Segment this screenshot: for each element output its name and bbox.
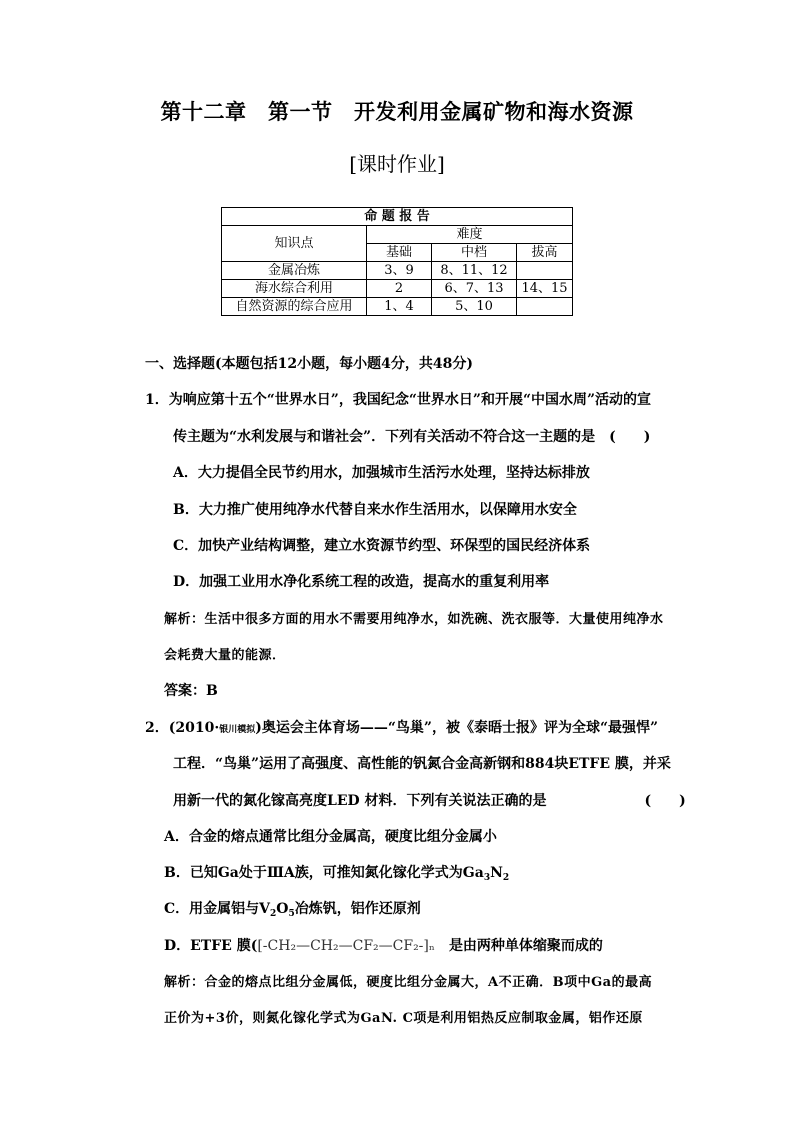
question-2-analysis: 解析：合金的熔点比组分金属低，硬度比组分金属大，A不正确．B项中Ga的最高 <box>164 975 653 990</box>
question-2-option-c: C．用金属铝与$V_2O_5$冶炼钒，铝作还原剂 <box>164 901 421 919</box>
table-row <box>222 280 573 298</box>
cell-medium: 5、10 <box>432 298 517 316</box>
question-2-analysis-cont: 正价为+3价，则氮化镓化学式为GaN. C项是利用铝热反应制取金属，铝作还原 <box>164 1011 643 1026</box>
question-1-stem: 1．为响应第十五个“世界水日”，我国纪念“世界水日”和开展“中国水周”活动的宣 <box>145 392 652 408</box>
question-2-option-b: B．已知Ga处于ⅢA族，可推知氮化镓化学式为$Ga_3N_2$ <box>164 865 510 883</box>
question-2-source: 银川模拟 <box>219 725 256 735</box>
question-2-stem-cont: 工程．“鸟巢”运用了高强度、高性能的钒氮合金高新钢和884块ETFE 膜，并采 <box>173 756 671 772</box>
page-title: 第十二章 第一节 开发利用金属矿物和海水资源 <box>160 99 634 124</box>
cell-topic: 金属冶炼 <box>222 262 367 280</box>
header-hard: 拔高 <box>517 244 573 262</box>
cell-basic: 1、4 <box>367 298 432 316</box>
report-caption: 命 题 报 告 <box>222 208 573 226</box>
question-1-option-b: B．大力推广使用纯净水代替自来水作生活用水，以保障用水安全 <box>173 502 577 518</box>
header-knowledge: 知识点 <box>222 226 367 262</box>
question-1-option-c: C．加快产业结构调整，建立水资源节约型、环保型的国民经济体系 <box>173 538 591 554</box>
cell-medium: 6、7、13 <box>432 280 517 298</box>
cell-hard: 14、15 <box>517 280 573 298</box>
cell-medium: 8、11、12 <box>432 262 517 280</box>
question-2-stem <box>145 717 658 737</box>
question-1-analysis: 解析：生活中很多方面的用水不需要用纯净水，如洗碗、洗衣服等．大量使用纯净水 <box>164 612 664 627</box>
cell-hard <box>517 298 573 316</box>
cell-basic: 2 <box>367 280 432 298</box>
cell-basic: 3、9 <box>367 262 432 280</box>
question-2-option-d: D．ETFE 膜([-CH₂—CH₂—CF₂—CF₂-]ₙ 是由两种单体缩聚而成的 <box>164 938 603 954</box>
header-difficulty: 难度 <box>367 226 573 244</box>
proposition-report-table <box>221 207 573 316</box>
section-heading: 一、选择题(本题包括12小题，每小题4分，共48分) <box>145 356 473 372</box>
table-row <box>222 226 573 244</box>
question-2-option-a: A．合金的熔点通常比组分金属高，硬度比组分金属小 <box>164 829 497 845</box>
cell-topic: 自然资源的综合应用 <box>222 298 367 316</box>
question-1-option-a: A．大力提倡全民节约用水，加强城市生活污水处理，坚持达标排放 <box>173 465 590 481</box>
question-1-stem-cont: 传主题为“水利发展与和谐社会”．下列有关活动不符合这一主题的是 ( ) <box>173 429 651 445</box>
etfe-structural-formula: [-CH₂—CH₂—CF₂—CF₂-]ₙ <box>257 938 435 954</box>
page-subtitle: [课时作业] <box>349 152 445 176</box>
cell-topic: 海水综合利用 <box>222 280 367 298</box>
question-1-analysis-cont: 会耗费大量的能源． <box>164 648 286 663</box>
table-row <box>222 262 573 280</box>
table-row <box>222 298 573 316</box>
question-1-answer: 答案：B <box>164 683 218 699</box>
header-medium: 中档 <box>432 244 517 262</box>
question-2-stem-cont2: 用新一代的氮化镓高亮度LED 材料．下列有关说法正确的是 ( ) <box>173 793 686 809</box>
table-row <box>222 208 573 226</box>
question-2-prefix: 2．(2010· <box>145 720 220 736</box>
question-1-option-d: D．加强工业用水净化系统工程的改造，提高水的重复利用率 <box>173 574 550 590</box>
question-2-stem-rest: )奥运会主体育场——“鸟巢”，被《泰晤士报》评为全球“最强悍” <box>255 720 659 736</box>
cell-hard <box>517 262 573 280</box>
header-basic: 基础 <box>367 244 432 262</box>
